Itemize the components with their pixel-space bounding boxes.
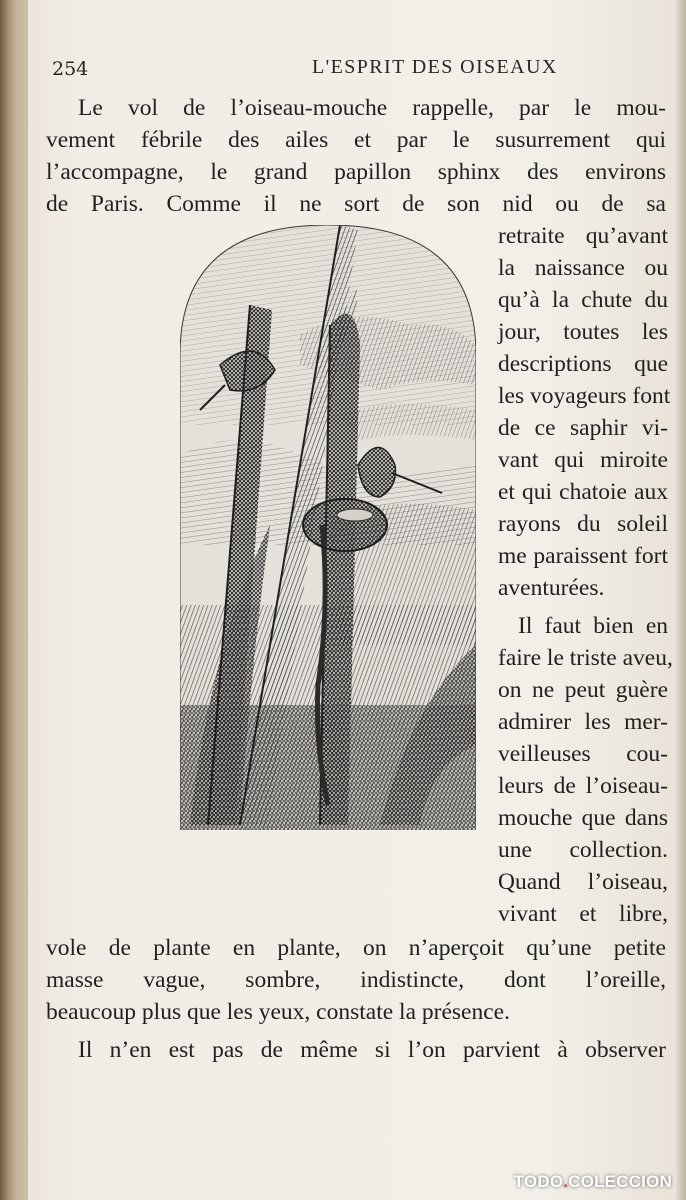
text-line: vivant et libre, <box>498 901 668 927</box>
text-line: Il n’en est pas de même si l’on parvient à observer <box>78 1037 666 1063</box>
text-line: rayons du soleil <box>498 511 668 537</box>
page-number: 254 <box>52 58 89 80</box>
text-line: mouche que dans <box>498 805 668 831</box>
watermark-prefix: TODO <box>513 1172 564 1191</box>
text-line: Il faut bien en <box>518 613 668 639</box>
text-line: veilleuses cou- <box>498 741 668 767</box>
text-line: qu’à la chute du <box>498 287 668 313</box>
text-line: Quand l’oiseau, <box>498 869 668 895</box>
text-line: aventurées. <box>498 575 605 601</box>
page-stack-edge <box>14 0 28 1200</box>
watermark-suffix: COLECCION <box>568 1172 672 1191</box>
text-line: Le vol de l’oiseau-mouche rappelle, par le mou- <box>78 95 666 121</box>
hummingbird-nest-engraving <box>180 225 476 830</box>
text-line: vole de plante en plante, on n’aperçoit qu’une petite <box>46 935 666 961</box>
text-line: de ce saphir vi- <box>498 415 668 441</box>
text-line: leurs de l’oiseau- <box>498 773 668 799</box>
todocoleccion-watermark: TODO.COLECCION <box>513 1172 672 1191</box>
text-line: l’accompagne, le grand papillon sphinx des environs <box>46 159 666 185</box>
text-line: vant qui miroite <box>498 447 668 473</box>
text-line: me paraissent fort <box>498 543 668 569</box>
text-line: descriptions que <box>498 351 668 377</box>
text-line: la naissance ou <box>498 255 668 281</box>
text-line: de Paris. Comme il ne sort de son nid ou de sa <box>46 191 666 217</box>
text-line: les voyageurs font <box>498 383 671 409</box>
text-line: jour, toutes les <box>498 319 668 345</box>
text-line: beaucoup plus que les yeux, constate la présence. <box>46 999 510 1025</box>
text-line: on ne peut guère <box>498 677 668 703</box>
text-line: une collection. <box>498 837 668 863</box>
text-line: retraite qu’avant <box>498 223 668 249</box>
text-line: vement fébrile des ailes et par le susurrement qui <box>46 127 666 153</box>
text-line: et qui chatoie aux <box>498 479 668 505</box>
book-page <box>28 0 676 1200</box>
running-title: L'ESPRIT DES OISEAUX <box>312 56 558 78</box>
text-line: faire le triste aveu, <box>498 645 673 671</box>
text-line: masse vague, sombre, indistincte, dont l’oreille, <box>46 967 666 993</box>
page-right-edge <box>676 0 686 1200</box>
text-line: admirer les mer- <box>498 709 668 735</box>
